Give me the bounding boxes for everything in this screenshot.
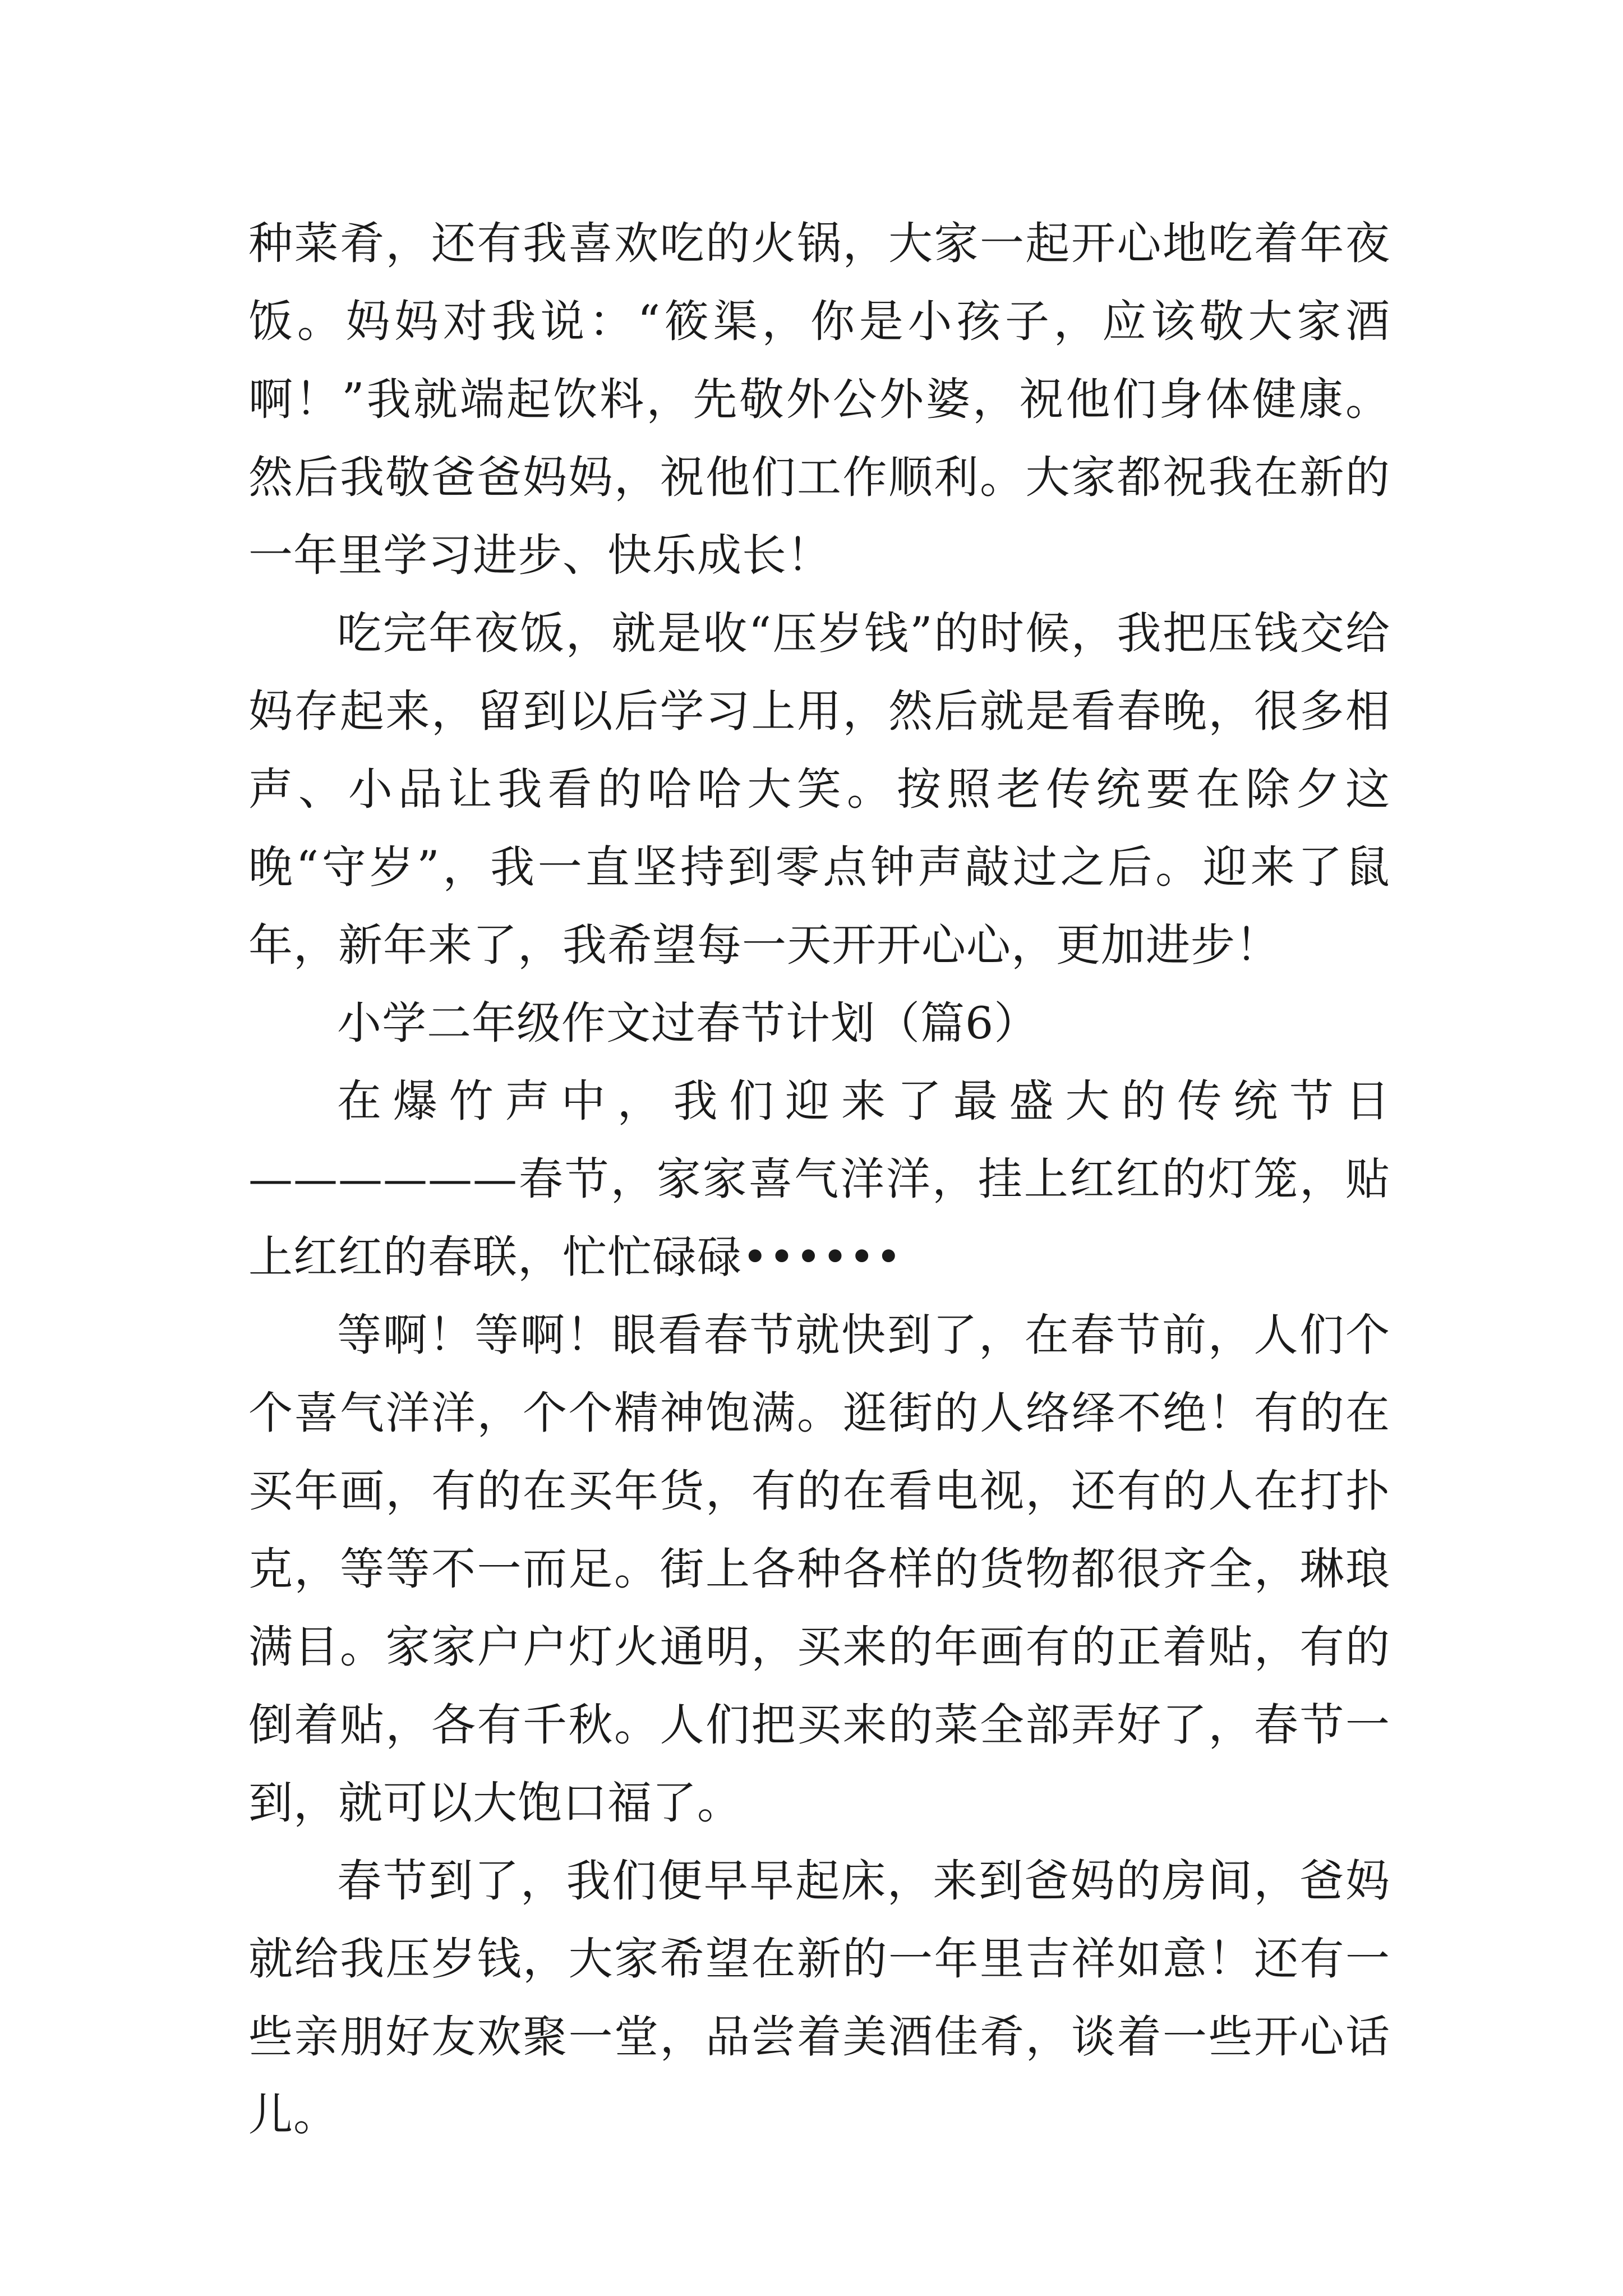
paragraph-4: 等啊！等啊！眼看春节就快到了，在春节前，人们个个喜气洋洋，个个精神饱满。逛街的人络绎不绝！有的在买年画，有的在买年货，有的在看电视，还有的人在打扑克，等等不一而足。街上各种各样的货物都很齐全，琳琅满目。家家户户灯火通明，买来的年画有的正着贴，有的倒着贴，各有千秋。人们把买来的菜全部弄好了，春节一到，就可以大饱口福了。: [248, 1309, 1390, 1829]
section-heading: 小学二年级作文过春节计划（篇6）: [337, 997, 1039, 1049]
paragraph-3: 在爆竹声中，我们迎来了最盛大的传统节日——————春节，家家喜气洋洋，挂上红红的灯笼，贴上红红的春联，忙忙碌碌••••••: [248, 1075, 1390, 1283]
document-body: [248, 205, 1390, 2154]
paragraph-2: 吃完年夜饭，就是收“压岁钱”的时候，我把压钱交给妈存起来，留到以后学习上用，然后就是看春晚，很多相声、小品让我看的哈哈大笑。按照老传统要在除夕这晚“守岁”，我一直坚持到零点钟声敲过之后。迎来了鼠年，新年来了，我希望每一天开开心心，更加进步！: [248, 608, 1390, 971]
paragraph-1: 种菜肴，还有我喜欢吃的火锅，大家一起开心地吃着年夜饭。妈妈对我说：“筱渠，你是小孩子，应该敬大家酒啊！”我就端起饮料，先敬外公外婆，祝他们身体健康。然后我敬爸爸妈妈，祝他们工作顺利。大家都祝我在新的一年里学习进步、快乐成长！: [248, 218, 1390, 581]
paragraph-5: 春节到了，我们便早早起床，来到爸妈的房间，爸妈就给我压岁钱，大家希望在新的一年里吉祥如意！还有一些亲朋好友欢聚一堂，品尝着美酒佳肴，谈着一些开心话儿。: [248, 1855, 1390, 2141]
